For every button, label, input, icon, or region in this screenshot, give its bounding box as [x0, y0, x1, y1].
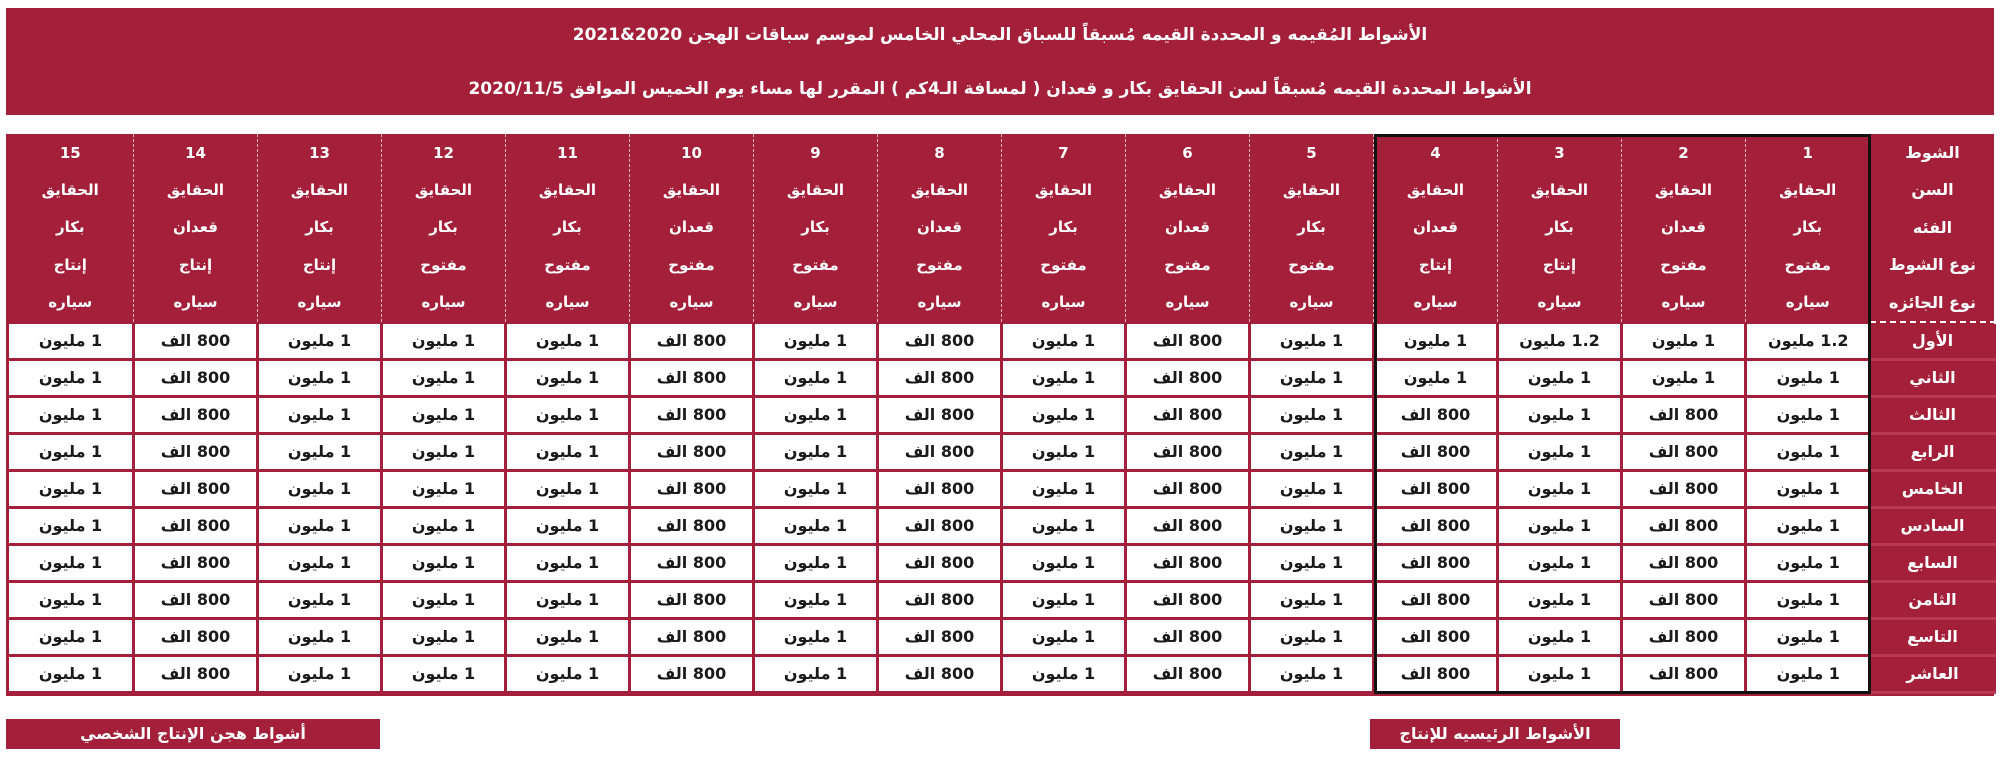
prize-cell: 800 الف: [1622, 618, 1746, 655]
prize-cell: 1 مليون: [1250, 507, 1374, 544]
prize-cell: 1 مليون: [1250, 324, 1374, 360]
race-type: إنتاج: [53, 255, 87, 274]
prize-cell: 1 مليون: [506, 433, 630, 470]
prize-cell: 1 مليون: [258, 655, 382, 692]
race-prize-type: سياره: [545, 293, 590, 312]
prize-cell: 1 مليون: [8, 359, 134, 396]
race-type: مفتوح: [1660, 255, 1707, 274]
page-subtitle: الأشواط المحددة القيمه مُسبقاً لسن الحقايق بكار و قعدان ( لمسافة الـ4كم ) المقرر لها مساء يوم الخميس الموافق 2020/11/5: [468, 79, 1532, 99]
race-header-13: [258, 134, 382, 322]
race-type: إنتاج: [178, 255, 213, 274]
prize-cell: 800 الف: [878, 581, 1002, 618]
race-type: مفتوح: [1784, 255, 1831, 274]
prize-cell: 1 مليون: [506, 655, 630, 692]
race-prize-type: سياره: [421, 293, 466, 312]
race-age: الحقايق: [662, 180, 721, 199]
prize-cell: 1 مليون: [506, 396, 630, 433]
race-prize-type: سياره: [1785, 293, 1830, 312]
prize-cell: 800 الف: [1622, 433, 1746, 470]
prize-cell: 1 مليون: [1250, 544, 1374, 581]
race-prize-type: سياره: [297, 293, 342, 312]
race-prize-type: سياره: [1165, 293, 1210, 312]
prize-cell: 1 مليون: [1002, 324, 1126, 360]
main-production-races-label: الأشواط الرئيسيه للإنتاج: [1370, 719, 1620, 749]
prize-cell: 1 مليون: [382, 507, 506, 544]
race-category: قعدان: [917, 218, 962, 237]
prize-cell: 1 مليون: [1002, 581, 1126, 618]
prize-cell: 1 مليون: [382, 618, 506, 655]
prize-cell: 1 مليون: [506, 544, 630, 581]
prize-cell: 1 مليون: [1498, 655, 1622, 692]
prize-cell: 1 مليون: [382, 396, 506, 433]
race-age: الحقايق: [290, 180, 349, 199]
prize-cell: 1 مليون: [8, 507, 134, 544]
table-row: [8, 618, 1996, 655]
race-number: 1: [1802, 143, 1813, 162]
prize-cell: 1 مليون: [1498, 359, 1622, 396]
race-prize-type: سياره: [1537, 293, 1582, 312]
prize-cell: 1 مليون: [258, 581, 382, 618]
race-number: 6: [1182, 143, 1193, 162]
race-type: مفتوح: [544, 255, 591, 274]
prize-cell: 800 الف: [134, 544, 258, 581]
place-label: الأول: [1870, 324, 1996, 360]
race-number: 13: [309, 143, 330, 162]
race-type: إنتاج: [302, 255, 337, 274]
race-age: الحقايق: [414, 180, 473, 199]
race-category: قعدان: [1165, 218, 1210, 237]
prize-cell: 1 مليون: [754, 324, 878, 360]
prize-cell: 1 مليون: [754, 433, 878, 470]
table-row: [8, 544, 1996, 581]
prize-cell: 1 مليون: [1746, 618, 1870, 655]
prize-cell: 1 مليون: [382, 324, 506, 360]
race-category: قعدان: [1661, 218, 1706, 237]
prize-cell: 1.2 مليون: [1498, 324, 1622, 360]
place-label: السابع: [1870, 544, 1996, 581]
race-category: بكار: [553, 218, 582, 237]
race-category: بكار: [1297, 218, 1326, 237]
prize-cell: 1 مليون: [506, 618, 630, 655]
prize-cell: 800 الف: [1374, 470, 1498, 507]
prize-cell: 1 مليون: [754, 470, 878, 507]
race-header-5: [1250, 134, 1374, 322]
prize-cell: 1 مليون: [754, 396, 878, 433]
race-number: 12: [433, 143, 454, 162]
header-label: نوع الجائزه: [1889, 292, 1976, 312]
prize-cell: 800 الف: [630, 618, 754, 655]
race-header-7: [1002, 134, 1126, 322]
race-age: الحقايق: [1779, 180, 1837, 199]
prize-cell: 800 الف: [630, 581, 754, 618]
prize-cell: 1 مليون: [1746, 544, 1870, 581]
prize-cell: 800 الف: [1126, 655, 1250, 692]
prize-cell: 800 الف: [134, 324, 258, 360]
race-header-2: [1622, 134, 1746, 322]
race-number: 5: [1306, 143, 1317, 162]
prize-cell: 1 مليون: [382, 581, 506, 618]
race-age: الحقايق: [1654, 180, 1713, 199]
prize-cell: 800 الف: [134, 359, 258, 396]
prize-cell: 1 مليون: [1622, 359, 1746, 396]
title-banner: [6, 8, 1994, 115]
race-type: مفتوح: [792, 255, 839, 274]
prize-cell: 1 مليون: [1250, 359, 1374, 396]
prize-cell: 800 الف: [630, 396, 754, 433]
race-number: 8: [934, 143, 945, 162]
prize-cell: 800 الف: [134, 433, 258, 470]
prize-cell: 1 مليون: [1746, 470, 1870, 507]
prize-cell: 1 مليون: [1498, 618, 1622, 655]
place-label: الثامن: [1870, 581, 1996, 618]
place-label: الخامس: [1870, 470, 1996, 507]
prize-cell: 1 مليون: [1498, 581, 1622, 618]
race-age: الحقايق: [786, 180, 845, 199]
prize-cell: 1 مليون: [1002, 433, 1126, 470]
race-category: بكار: [1793, 218, 1823, 237]
prize-table: [6, 134, 1996, 694]
prize-cell: 800 الف: [878, 618, 1002, 655]
race-category: بكار: [801, 218, 830, 237]
prize-cell: 1 مليون: [506, 359, 630, 396]
race-category: بكار: [429, 218, 458, 237]
race-prize-type: سياره: [917, 293, 962, 312]
race-age: الحقايق: [1530, 180, 1589, 199]
prize-cell: 1 مليون: [1250, 470, 1374, 507]
race-header-14: [134, 134, 258, 322]
prize-cell: 1 مليون: [258, 359, 382, 396]
prize-cell: 1 مليون: [1498, 507, 1622, 544]
prize-cell: 1 مليون: [754, 655, 878, 692]
prize-cell: 800 الف: [1126, 359, 1250, 396]
race-header-4: [1374, 134, 1498, 322]
place-label: السادس: [1870, 507, 1996, 544]
prize-cell: 1 مليون: [1746, 581, 1870, 618]
prize-cell: 800 الف: [134, 470, 258, 507]
prize-cell: 1 مليون: [1498, 470, 1622, 507]
prize-cell: 1 مليون: [1498, 396, 1622, 433]
table-row: [8, 324, 1996, 360]
prize-cell: 800 الف: [1622, 581, 1746, 618]
header-row: [8, 134, 1996, 322]
prize-cell: 800 الف: [878, 470, 1002, 507]
race-prize-type: سياره: [173, 293, 218, 312]
prize-cell: 1 مليون: [1374, 324, 1498, 360]
header-label: الشوط: [1905, 143, 1960, 162]
page-title: الأشواط المُقيمه و المحددة القيمه مُسبقاً للسباق المحلي الخامس لموسم سباقات الهجن 2020&2021: [572, 25, 1428, 45]
table-row: [8, 581, 1996, 618]
prize-cell: 800 الف: [878, 544, 1002, 581]
prize-cell: 1 مليون: [1002, 470, 1126, 507]
prize-cell: 1 مليون: [382, 544, 506, 581]
prize-cell: 800 الف: [1622, 470, 1746, 507]
prize-cell: 1 مليون: [1250, 396, 1374, 433]
prize-cell: 800 الف: [878, 507, 1002, 544]
prize-cell: 800 الف: [1126, 581, 1250, 618]
prize-cell: 1 مليون: [1622, 324, 1746, 360]
race-category: بكار: [305, 218, 334, 237]
race-number: 4: [1430, 143, 1441, 162]
header-label: الفئه: [1912, 217, 1953, 237]
prize-cell: 800 الف: [1126, 544, 1250, 581]
prize-grid: [6, 134, 1994, 696]
race-prize-type: سياره: [1041, 293, 1086, 312]
race-header-6: [1126, 134, 1250, 322]
race-age: الحقايق: [1158, 180, 1217, 199]
prize-cell: 1 مليون: [754, 544, 878, 581]
prize-cell: 800 الف: [1374, 396, 1498, 433]
prize-cell: 1 مليون: [258, 507, 382, 544]
prize-cell: 800 الف: [630, 507, 754, 544]
race-type: مفتوح: [420, 255, 467, 274]
prize-cell: 800 الف: [630, 359, 754, 396]
race-header-11: [506, 134, 630, 322]
prize-cell: 1 مليون: [754, 359, 878, 396]
prize-cell: 800 الف: [1622, 544, 1746, 581]
race-category: قعدان: [669, 218, 714, 237]
race-prize-type: سياره: [1413, 293, 1458, 312]
race-number: 11: [557, 143, 578, 162]
prize-cell: 1 مليون: [1002, 618, 1126, 655]
prize-cell: 1 مليون: [1250, 581, 1374, 618]
race-type: مفتوح: [668, 255, 715, 274]
prize-cell: 800 الف: [134, 618, 258, 655]
race-prize-type: سياره: [48, 293, 93, 312]
race-age: الحقايق: [910, 180, 969, 199]
race-age: الحقايق: [166, 180, 225, 199]
race-header-8: [878, 134, 1002, 322]
race-type: مفتوح: [1288, 255, 1335, 274]
table-row: [8, 359, 1996, 396]
race-age: الحقايق: [538, 180, 597, 199]
table-row: [8, 396, 1996, 433]
race-prize-type: سياره: [793, 293, 838, 312]
place-label: الثالث: [1870, 396, 1996, 433]
prize-cell: 1 مليون: [8, 324, 134, 360]
place-label: التاسع: [1870, 618, 1996, 655]
prize-cell: 1 مليون: [8, 396, 134, 433]
prize-cell: 1 مليون: [258, 544, 382, 581]
prize-cell: 1 مليون: [1002, 655, 1126, 692]
prize-cell: 800 الف: [878, 433, 1002, 470]
prize-cell: 1 مليون: [1002, 544, 1126, 581]
prize-cell: 800 الف: [1126, 470, 1250, 507]
prize-cell: 800 الف: [1622, 655, 1746, 692]
prize-cell: 1 مليون: [1250, 433, 1374, 470]
race-prize-type: سياره: [1289, 293, 1334, 312]
prize-cell: 1 مليون: [1250, 618, 1374, 655]
prize-cell: 800 الف: [134, 581, 258, 618]
race-number: 15: [59, 143, 81, 162]
prize-cell: 800 الف: [878, 396, 1002, 433]
race-category: بكار: [1049, 218, 1078, 237]
race-prize-type: سياره: [1661, 293, 1706, 312]
table-row: [8, 433, 1996, 470]
prize-cell: 1 مليون: [1746, 655, 1870, 692]
table-row: [8, 655, 1996, 692]
prize-cell: 1 مليون: [8, 544, 134, 581]
prize-cell: 1 مليون: [382, 433, 506, 470]
place-label: الثاني: [1870, 359, 1996, 396]
prize-cell: 800 الف: [1374, 655, 1498, 692]
prize-cell: 800 الف: [1374, 544, 1498, 581]
prize-cell: 800 الف: [878, 324, 1002, 360]
header-label: السن: [1911, 180, 1954, 200]
prize-cell: 800 الف: [1374, 618, 1498, 655]
prize-cell: 1 مليون: [1498, 433, 1622, 470]
prize-cell: 1 مليون: [8, 581, 134, 618]
prize-cell: 1 مليون: [1746, 433, 1870, 470]
race-category: قعدان: [173, 218, 218, 237]
header-label-column: [1870, 134, 1996, 322]
race-age: الحقايق: [1034, 180, 1093, 199]
prize-cell: 800 الف: [1126, 324, 1250, 360]
prize-cell: 1.2 مليون: [1746, 324, 1870, 360]
prize-cell: 800 الف: [1374, 581, 1498, 618]
race-header-1: [1746, 134, 1870, 322]
prize-cell: 800 الف: [1622, 396, 1746, 433]
race-header-9: [754, 134, 878, 322]
prize-cell: 800 الف: [134, 396, 258, 433]
prize-cell: 1 مليون: [1746, 396, 1870, 433]
prize-cell: 800 الف: [1374, 507, 1498, 544]
prize-cell: 1 مليون: [1746, 507, 1870, 544]
prize-cell: 1 مليون: [258, 470, 382, 507]
race-category: قعدان: [1413, 218, 1458, 237]
race-header-10: [630, 134, 754, 322]
prize-cell: 800 الف: [878, 655, 1002, 692]
prize-cell: 1 مليون: [1746, 359, 1870, 396]
prize-cell: 1 مليون: [382, 470, 506, 507]
race-prize-type: سياره: [669, 293, 714, 312]
race-number: 2: [1678, 143, 1689, 162]
prize-cell: 1 مليون: [258, 433, 382, 470]
prize-cell: 1 مليون: [1002, 359, 1126, 396]
race-type: إنتاج: [1542, 255, 1577, 274]
race-number: 10: [681, 143, 702, 162]
prize-cell: 1 مليون: [1002, 507, 1126, 544]
header-label: نوع الشوط: [1889, 255, 1976, 275]
prize-cell: 1 مليون: [8, 433, 134, 470]
race-number: 9: [810, 143, 821, 162]
table-row: [8, 507, 1996, 544]
race-number: 7: [1058, 143, 1069, 162]
race-number: 14: [185, 143, 206, 162]
prize-cell: 800 الف: [134, 655, 258, 692]
prize-cell: 1 مليون: [754, 581, 878, 618]
prize-cell: 1 مليون: [754, 618, 878, 655]
race-type: إنتاج: [1418, 255, 1453, 274]
place-label: الرابع: [1870, 433, 1996, 470]
prize-cell: 1 مليون: [754, 507, 878, 544]
prize-cell: 800 الف: [1126, 618, 1250, 655]
prize-cell: 800 الف: [630, 655, 754, 692]
race-age: الحقايق: [1282, 180, 1341, 199]
race-header-3: [1498, 134, 1622, 322]
prize-cell: 800 الف: [630, 433, 754, 470]
prize-cell: 1 مليون: [258, 396, 382, 433]
prize-cell: 1 مليون: [506, 470, 630, 507]
prize-cell: 1 مليون: [258, 324, 382, 360]
place-label: العاشر: [1870, 655, 1996, 692]
prize-cell: 800 الف: [1126, 433, 1250, 470]
prize-cell: 1 مليون: [1374, 359, 1498, 396]
prize-cell: 1 مليون: [1498, 544, 1622, 581]
table-row: [8, 470, 1996, 507]
prize-cell: 800 الف: [134, 507, 258, 544]
race-type: مفتوح: [916, 255, 963, 274]
race-age: الحقايق: [41, 180, 99, 199]
prize-cell: 1 مليون: [506, 324, 630, 360]
prize-cell: 1 مليون: [8, 655, 134, 692]
prize-cell: 800 الف: [1126, 396, 1250, 433]
race-header-15: [8, 134, 134, 322]
personal-production-races-label: أشواط هجن الإنتاج الشخصي: [6, 719, 380, 749]
race-header-12: [382, 134, 506, 322]
race-category: بكار: [1545, 218, 1574, 237]
race-number: 3: [1554, 143, 1565, 162]
race-category: بكار: [55, 218, 85, 237]
prize-cell: 1 مليون: [8, 618, 134, 655]
prize-cell: 800 الف: [630, 324, 754, 360]
prize-cell: 800 الف: [630, 544, 754, 581]
race-type: مفتوح: [1164, 255, 1211, 274]
prize-cell: 1 مليون: [1002, 396, 1126, 433]
prize-cell: 800 الف: [1126, 507, 1250, 544]
prize-cell: 800 الف: [630, 470, 754, 507]
race-age: الحقايق: [1406, 180, 1465, 199]
prize-cell: 800 الف: [878, 359, 1002, 396]
prize-cell: 1 مليون: [258, 618, 382, 655]
prize-cell: 1 مليون: [382, 359, 506, 396]
prize-cell: 1 مليون: [1250, 655, 1374, 692]
prize-cell: 1 مليون: [506, 581, 630, 618]
prize-cell: 800 الف: [1374, 433, 1498, 470]
prize-cell: 1 مليون: [382, 655, 506, 692]
prize-cell: 1 مليون: [8, 470, 134, 507]
prize-cell: 800 الف: [1622, 507, 1746, 544]
race-type: مفتوح: [1040, 255, 1087, 274]
prize-cell: 1 مليون: [506, 507, 630, 544]
